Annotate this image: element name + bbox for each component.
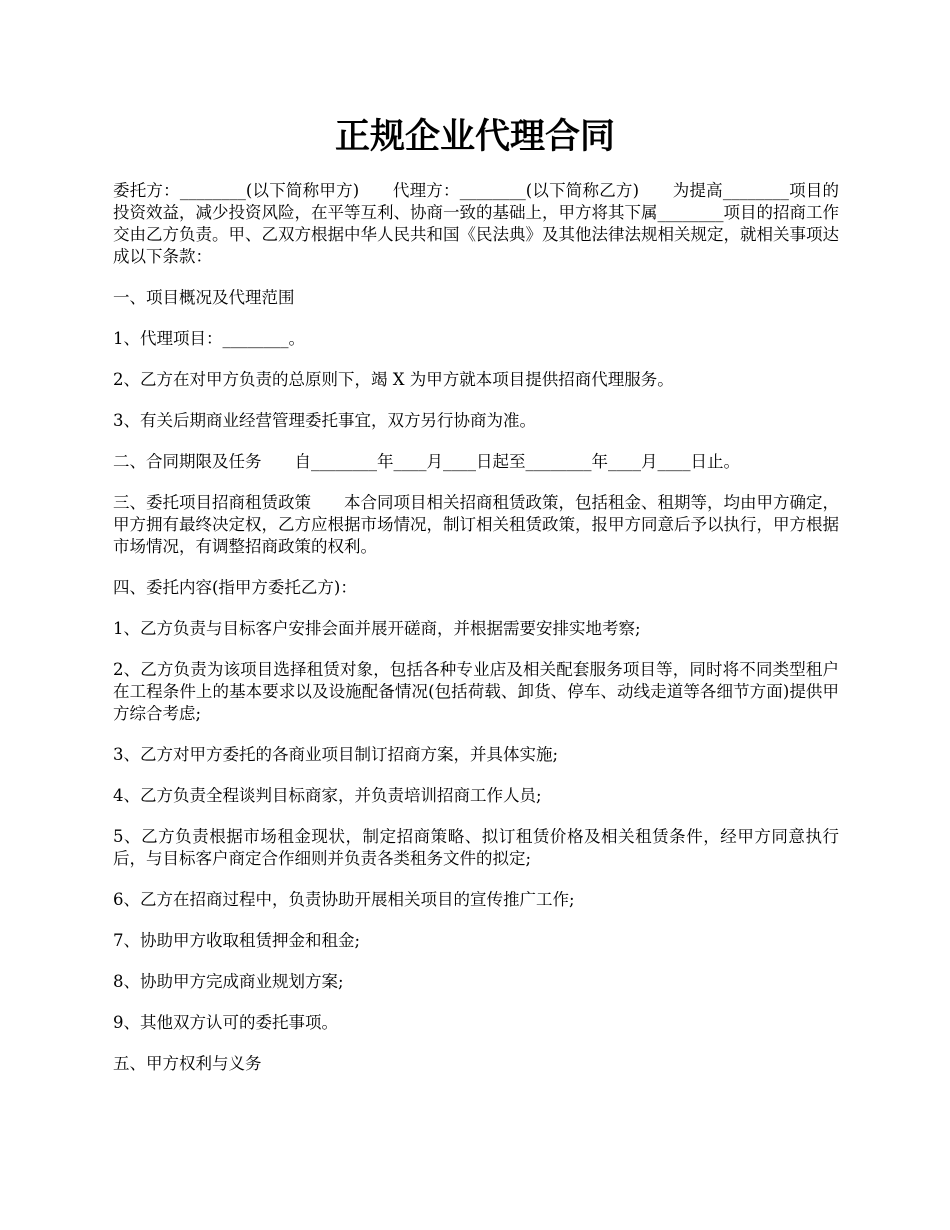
paragraph: 5、乙方负责根据市场租金现状，制定招商策略、拟订租赁价格及相关租赁条件，经甲方同意执行后，与目标客户商定合作细则并负责各类租务文件的拟定; <box>113 827 839 868</box>
paragraph: 1、乙方负责与目标客户安排会面并展开磋商，并根据需要安排实地考察; <box>113 619 641 638</box>
paragraph-intro: 委托方：________(以下简称甲方) 代理方：________(以下简称乙方) 为提高________项目的投资效益，减少投资风险，在平等互利、协商一致的基础上，甲方将其下属________项目的招商工作交由乙方负责。甲、乙双方根据中华人民共和国《民法典》及其他法律法规相关规定，就相关事项达成以下条款： <box>113 181 839 266</box>
document-body <box>113 180 839 1094</box>
section-heading-1: 一、项目概况及代理范围 <box>113 288 295 307</box>
paragraph: 2、乙方在对甲方负责的总原则下，竭 X 为甲方就本项目提供招商代理服务。 <box>113 370 674 389</box>
paragraph: 8、协助甲方完成商业规划方案; <box>113 972 344 991</box>
paragraph: 7、协助甲方收取租赁押金和租金; <box>113 931 361 950</box>
paragraph: 4、乙方负责全程谈判目标商家，并负责培训招商工作人员; <box>113 786 542 805</box>
paragraph: 3、乙方对甲方委托的各商业项目制订招商方案，并具体实施; <box>113 745 559 764</box>
paragraph: 1、代理项目：________。 <box>113 329 305 348</box>
paragraph: 9、其他双方认可的委托事项。 <box>113 1013 338 1032</box>
paragraph: 2、乙方负责为该项目选择租赁对象，包括各种专业店及相关配套服务项目等，同时将不同类型租户在工程条件上的基本要求以及设施配备情况(包括荷载、卸货、停车、动线走道等各细节方面)提供甲方综合考虑; <box>113 660 839 723</box>
paragraph: 3、有关后期商业经营管理委托事宜，双方另行协商为准。 <box>113 411 536 430</box>
section-heading-5: 五、甲方权利与义务 <box>113 1054 262 1073</box>
section-heading-3: 三、委托项目招商租赁政策 本合同项目相关招商租赁政策，包括租金、租期等，均由甲方确定，甲方拥有最终决定权，乙方应根据市场情况，制订相关租赁政策，报甲方同意后予以执行，甲方根据市场情况，有调整招商政策的权利。 <box>113 493 839 556</box>
paragraph: 6、乙方在招商过程中，负责协助开展相关项目的宣传推广工作; <box>113 890 575 909</box>
section-heading-4: 四、委托内容(指甲方委托乙方)： <box>113 578 357 597</box>
document-title: 正规企业代理合同 <box>334 116 615 157</box>
section-heading-2: 二、合同期限及任务 自________年____月____日起至________年____月____日止。 <box>113 452 740 471</box>
